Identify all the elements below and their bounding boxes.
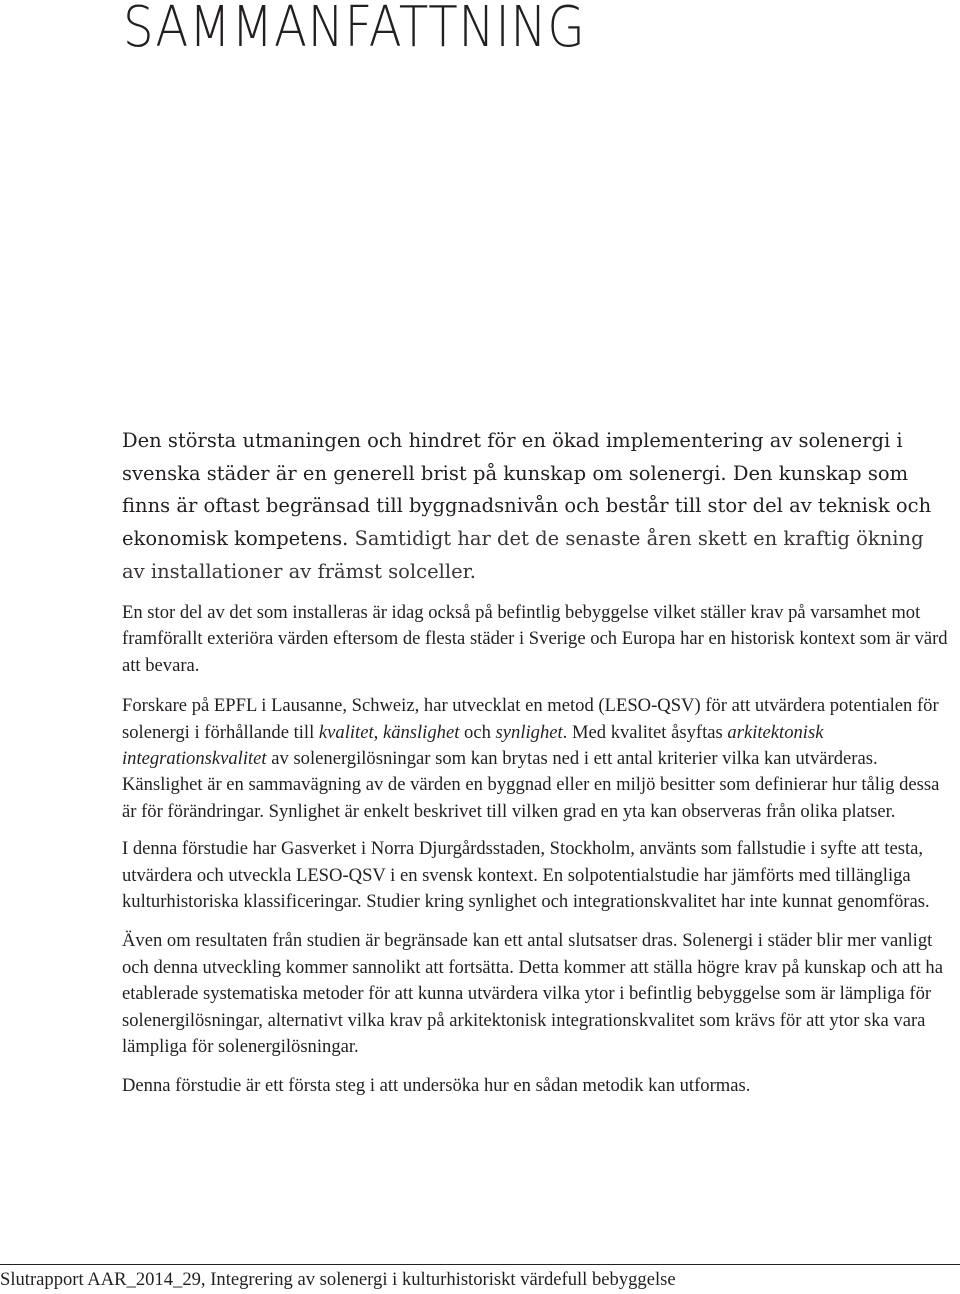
page-title: SAMMANFATTNING [123, 0, 586, 60]
lead-text-1: Den största utmaningen och hindret för en ökad implementering av solenergi i svenska städer är en generell brist på kunskap om solenergi. Den kunskap som finns är oftast begränsad till byggnadsnivån och består till stor del av teknisk och ekonomisk kompetens. [122, 429, 932, 551]
paragraph-3: I denna förstudie har Gasverket i Norra Djurgårdsstaden, Stockholm, använts som fallstudie i syfte att testa, utvärdera och utveckla LESO-QSV i en svensk kontext. En solpotentialstudie har jämförts med tillängliga kulturhistoriska klassificeringar. Studier kring synlighet och integrationskvalitet har inte kunnat genomföras. [122, 838, 930, 913]
paragraph-1: En stor del av det som installeras är idag också på befintlig bebyggelse vilket ställer krav på varsamhet mot framförallt exteriöra värden eftersom de flesta städer i Sverige och Europa har en historisk kontext som är värd att bevara. [122, 602, 948, 676]
paragraph-4: Även om resultaten från studien är begränsade kan ett antal slutsatser dras. Solenergi i städer blir mer vanligt och denna utveckling kommer sannolikt att fortsätta. Detta kommer att ställa högre krav på kunskap och att ha etablerade systematiska metoder för att kunna utvärdera vilka ytor i befintlig bebyggelse som är lämpliga för solenergilösningar, alternativt vilka krav på arkitektonisk integrationskvalitet som krävs för att ytor ska vara lämpliga för solenergilösningar. [122, 930, 943, 1058]
paragraph-5: Denna förstudie är ett första steg i att undersöka hur en sådan metodik kan utformas. [122, 1074, 751, 1096]
paragraph-2-text-a: Forskare på EPFL i Lausanne, Schweiz, har utvecklat en metod (LESO-QSV) för att utvärdera potentialen för solenergi i förhållande till [122, 695, 939, 743]
body-text [122, 600, 958, 1113]
paragraph-2-text-c: och [459, 721, 496, 743]
footer-text: Slutrapport AAR_2014_29, Integrering av solenergi i kulturhistoriskt värdefull bebyggelse [0, 1269, 676, 1290]
term-synlighet: synlighet [495, 721, 563, 743]
paragraph-2 [122, 693, 958, 825]
lead-text-2: Samtidigt har det de senaste åren skett en kraftig ökning av installationer av främst solceller. [122, 527, 924, 583]
term-arkitektonisk-integrationskvalitet: arkitektonisk integrationskvalitet [122, 721, 824, 770]
lead-paragraph [122, 425, 952, 589]
paragraph-2-text-e: av solenergilösningar som kan brytas ned i ett antal kriterier vilka kan utvärderas. Känslighet är en sammavägning av de värden en byggnad eller en miljö besitter som definierar hur tålig dessa är för förändringar. Synlighet är enkelt beskrivet till vilken grad en yta kan observeras från olika platser. [122, 748, 940, 822]
paragraph-2-text-d: . Med kvalitet åsyftas [562, 721, 728, 743]
footer-divider [0, 1264, 960, 1265]
term-kanslighet: känslighet [382, 721, 460, 743]
paragraph-2-text-b: , [373, 721, 383, 743]
term-kvalitet: kvalitet [318, 721, 374, 743]
